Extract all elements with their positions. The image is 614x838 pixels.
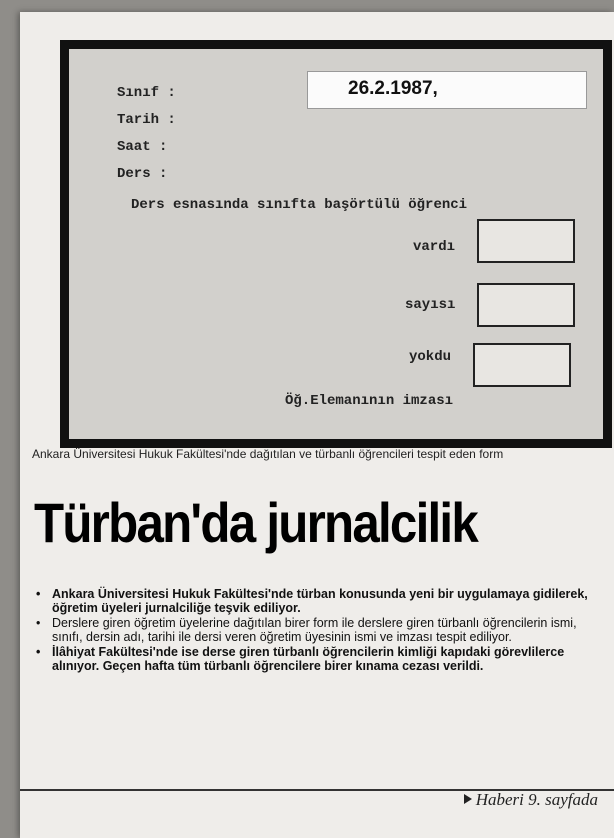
bullet-dot-icon: • xyxy=(36,587,41,601)
option-box-count xyxy=(477,283,575,327)
bullet-item: • Ankara Üniversitesi Hukuk Fakültesi'nde türban konusunda yeni bir uygulamaya gidilerek, öğretim üyeleri jurnalciliğe teşvik ediliyor. xyxy=(36,587,588,615)
continued-note: Haberi 9. sayfada xyxy=(464,790,598,810)
bullet-item: • İlâhiyat Fakültesi'nde ise derse giren türbanlı öğrencilerin kimliği kapıdaki görevlilerce alınıyor. Geçen hafta tüm türbanlı öğrencilere birer kınama cezası verildi. xyxy=(36,645,565,673)
signature-label: Öğ.Elemanının imzası xyxy=(285,393,454,409)
headline: Türban'da jurnalcilik xyxy=(34,491,478,554)
bullet-dot-icon: • xyxy=(36,616,41,630)
date-value: 26.2.1987, xyxy=(307,71,587,109)
arrow-right-icon xyxy=(464,794,472,804)
option-label-present: vardı xyxy=(413,239,456,255)
option-box-present xyxy=(477,219,575,263)
form-question: Ders esnasında sınıfta başörtülü öğrenci xyxy=(131,197,468,213)
form-label-course: Ders : xyxy=(117,166,168,182)
bullet-list xyxy=(32,588,598,675)
image-caption: Ankara Üniversitesi Hukuk Fakültesi'nde dağıtılan ve türbanlı öğrencileri tespit eden form xyxy=(32,447,504,461)
form-label-class: Sınıf : xyxy=(117,85,176,101)
option-label-absent: yokdu xyxy=(409,349,452,365)
bullet-dot-icon: • xyxy=(36,645,41,659)
newspaper-clipping xyxy=(20,12,614,838)
form-label-date: Tarih : xyxy=(117,112,176,128)
form-label-time: Saat : xyxy=(117,139,168,155)
option-box-absent xyxy=(473,343,571,387)
option-label-count: sayısı xyxy=(405,297,456,313)
bullet-item: • Derslere giren öğretim üyelerine dağıtılan birer form ile derslere giren türbanlı öğrencilerin ismi, sınıfı, dersin adı, tarihi ile dersi veren öğretim üyesinin ismi ve imzası tespit ediliyor. xyxy=(36,616,577,644)
form-image xyxy=(60,40,612,448)
